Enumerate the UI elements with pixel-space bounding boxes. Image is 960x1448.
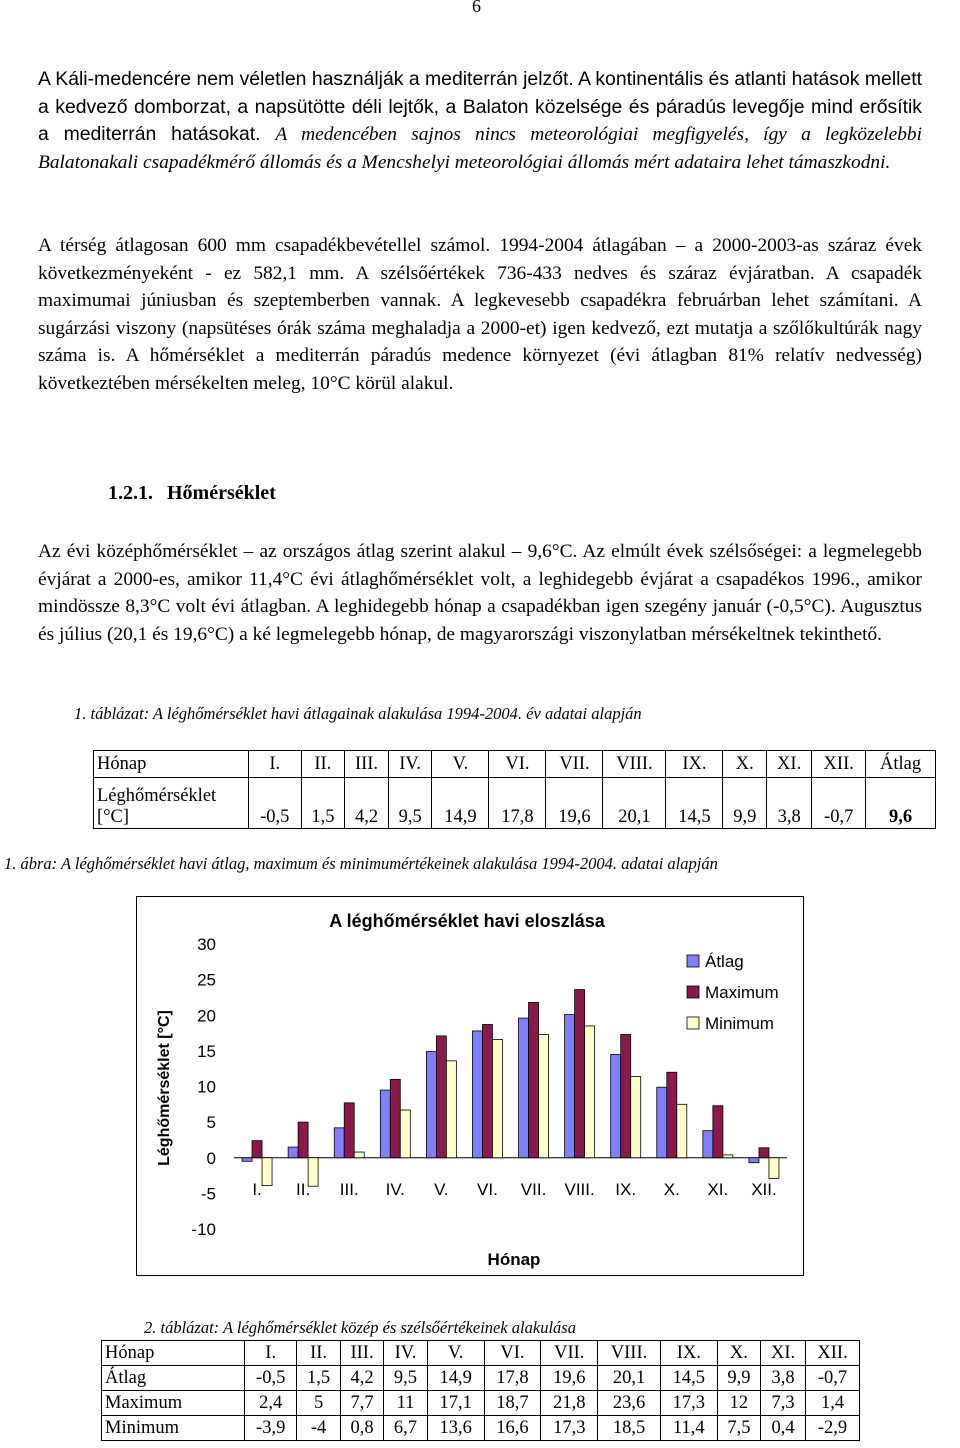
table2-header-cell: I. <box>245 1341 297 1366</box>
chart-bar-átlag <box>288 1147 298 1158</box>
table2-cell: 21,8 <box>541 1391 598 1416</box>
table2-cell: -0,5 <box>245 1366 297 1391</box>
table1-header-cell: XII. <box>812 751 866 778</box>
chart-x-tick-label: XI. <box>707 1179 729 1199</box>
table2-cell: -3,9 <box>245 1416 297 1441</box>
table2-header-cell: Hónap <box>102 1341 245 1366</box>
chart-bar-átlag <box>472 1031 482 1158</box>
chart-bar-maximum <box>575 990 585 1158</box>
table2-row-average <box>102 1366 860 1391</box>
chart-x-tick-label: VIII. <box>564 1179 595 1199</box>
chart-bar-átlag <box>519 1018 529 1158</box>
table2-cell: 23,6 <box>598 1391 661 1416</box>
table2-header-cell: XI. <box>761 1341 806 1366</box>
table2-cell: 14,9 <box>427 1366 484 1391</box>
table2-cell: 14,5 <box>660 1366 717 1391</box>
monthly-temperature-table <box>93 750 936 829</box>
chart-bar-átlag <box>703 1131 713 1158</box>
chart-y-tick-label: 0 <box>206 1148 216 1168</box>
table1-value-cell: 17,8 <box>489 778 546 829</box>
temperature-chart-svg <box>137 897 803 1275</box>
table2-cell: 5 <box>297 1391 340 1416</box>
table2-cell: 18,5 <box>598 1416 661 1441</box>
table2-header-cell: VII. <box>541 1341 598 1366</box>
table2-cell: 7,3 <box>761 1391 806 1416</box>
table1-value-cell: 9,5 <box>388 778 432 829</box>
table1-value-cell: 19,6 <box>546 778 603 829</box>
chart-bar-átlag <box>334 1128 344 1158</box>
chart-bar-minimum <box>539 1034 549 1157</box>
table2-cell: 18,7 <box>484 1391 541 1416</box>
table2-cell: -0,7 <box>806 1366 860 1391</box>
table1-value-cell: 4,2 <box>345 778 389 829</box>
table1-header-cell: X. <box>723 751 767 778</box>
table2-cell: 16,6 <box>484 1416 541 1441</box>
table2-row-label: Átlag <box>102 1366 245 1391</box>
table2-cell: 4,2 <box>340 1366 383 1391</box>
table1-header-cell: VI. <box>489 751 546 778</box>
table1-header-cell: IX. <box>666 751 723 778</box>
chart-x-tick-label: X. <box>663 1179 680 1199</box>
chart-bar-maximum <box>344 1103 354 1158</box>
table2-row-label: Maximum <box>102 1391 245 1416</box>
chart-bar-maximum <box>482 1025 492 1158</box>
table1-header-cell: II. <box>301 751 345 778</box>
table2-cell: 17,1 <box>427 1391 484 1416</box>
table1-header-row <box>94 751 936 778</box>
page-number: 6 <box>472 0 481 16</box>
table2-cell: 11 <box>384 1391 427 1416</box>
chart-title: A léghőmérséklet havi eloszlása <box>329 911 605 931</box>
chart-bar-átlag <box>380 1090 390 1158</box>
table2-cell: 17,3 <box>541 1416 598 1441</box>
table2-cell: -4 <box>297 1416 340 1441</box>
chart-bar-maximum <box>436 1036 446 1158</box>
chart-x-tick-label: XII. <box>751 1179 777 1199</box>
chart-bar-átlag <box>426 1052 436 1158</box>
chart-bar-minimum <box>446 1061 456 1158</box>
legend-label: Minimum <box>705 1014 774 1033</box>
intro-normal-text: A Káli-medencére nem véletlen használják a mediterrán jelzőt. A kontinentális és atlanti hatások mellett a kedvező domborzat, a napsütötte déli lejtők, a Balaton közelsége és páradús levegője mind erősítik a mediterrán hatásokat. <box>38 68 922 146</box>
table1-average-cell: 9,6 <box>866 778 936 829</box>
table2-cell: 6,7 <box>384 1416 427 1441</box>
table1-row-label-line2: [°C] <box>97 807 130 827</box>
chart-y-tick-label: 10 <box>197 1077 216 1097</box>
chart-bar-maximum <box>713 1106 723 1158</box>
legend-swatch-minimum <box>687 1017 699 1029</box>
chart-y-tick-label: 15 <box>197 1041 216 1061</box>
legend-label: Átlag <box>705 952 744 971</box>
chart-x-tick-label: VI. <box>477 1179 498 1199</box>
table2-cell: 17,3 <box>660 1391 717 1416</box>
table2-row-minimum <box>102 1416 860 1441</box>
table1-value-cell: -0,5 <box>249 778 302 829</box>
table2-header-cell: XII. <box>806 1341 860 1366</box>
table1-header-cell: IV. <box>388 751 432 778</box>
temperature-extremes-table <box>101 1340 860 1441</box>
chart-y-tick-label: -5 <box>200 1184 216 1204</box>
table2-cell: 9,9 <box>717 1366 760 1391</box>
chart-bar-maximum <box>252 1141 262 1158</box>
figure1-caption: 1. ábra: A léghőmérséklet havi átlag, maximum és minimumértékeinek alakulása 1994-2004. adatai alapján <box>4 854 718 873</box>
chart-x-tick-label: IX. <box>615 1179 637 1199</box>
chart-bar-átlag <box>749 1158 759 1163</box>
table2-cell: 3,8 <box>761 1366 806 1391</box>
table1-caption: 1. táblázat: A léghőmérséklet havi átlagainak alakulása 1994-2004. év adatai alapján <box>74 704 642 723</box>
table2-cell: 7,5 <box>717 1416 760 1441</box>
table2-header-cell: IV. <box>384 1341 427 1366</box>
table2-row-label: Minimum <box>102 1416 245 1441</box>
table1-value-cell: 9,9 <box>723 778 767 829</box>
legend-swatch-maximum <box>687 986 699 998</box>
region-paragraph: A térség átlagosan 600 mm csapadékbevétellel számol. 1994-2004 átlagában – a 2000-2003-as száraz évek következményeként - ez 582,1 mm. A szélsőértékek 736-433 nedves és száraz évjáratban. A csapadék maximumai júniusban és szeptemberben vannak. A legkevesebb csapadékra februárban lehet számítani. A sugárzási viszony (napsütéses órák száma meghaladja a 2000-et) igen kedvező, ezt mutatja a szőlőkultúrák nagy száma is. A hőmérséklet a mediterrán páradús medence környezet (évi átlagban 81% relatív nedvesség) következtében mérsékelten meleg, 10°C körül alakul. <box>38 235 922 394</box>
chart-bar-átlag <box>242 1158 252 1162</box>
chart-x-tick-label: V. <box>434 1179 449 1199</box>
table1-header-cell: I. <box>249 751 302 778</box>
table2-cell: 19,6 <box>541 1366 598 1391</box>
chart-x-tick-label: II. <box>296 1179 311 1199</box>
chart-x-tick-label: VII. <box>520 1179 547 1199</box>
chart-bar-minimum <box>492 1039 502 1157</box>
section-number: 1.2.1. <box>108 482 153 504</box>
table2-row-maximum <box>102 1391 860 1416</box>
temperature-paragraph: Az évi középhőmérséklet – az országos átlag szerint alakul – 9,6°C. Az elmúlt évek szélsőségei: a legmelegebb évjárat a 2000-es, amikor 11,4°C évi átlaghőmérséklet volt, a leghidegebb évjárat a csapadékos 1996., amikor mindössze 8,3°C volt évi átlagban. A leghidegebb hónap a csapadékban igen szegény január (-0,5°C). Augusztus és július (20,1 és 19,6°C) a ké legmelegebb hónap, de magyarországi viszonylatban mérsékeltnek tekinthető. <box>38 541 922 645</box>
table2-header-cell: III. <box>340 1341 383 1366</box>
table2-header-cell: IX. <box>660 1341 717 1366</box>
intro-italic-text: A medencében sajnos nincs meteorológiai megfigyelés, így a legközelebbi Balatonakali csapadékmérő állomás és a Mencshelyi meteorológiai állomás mért adataira lehet támaszkodni. <box>38 124 922 173</box>
legend-label: Maximum <box>705 983 779 1002</box>
chart-x-tick-label: I. <box>252 1179 262 1199</box>
table2-caption: 2. táblázat: A léghőmérséklet közép és szélsőértékeinek alakulása <box>144 1318 576 1337</box>
table2-cell: 0,8 <box>340 1416 383 1441</box>
chart-bar-minimum <box>400 1110 410 1158</box>
table2-cell: 12 <box>717 1391 760 1416</box>
table1-header-cell: VII. <box>546 751 603 778</box>
table1-header-cell: VIII. <box>603 751 666 778</box>
table2-cell: 11,4 <box>660 1416 717 1441</box>
temperature-chart <box>136 896 804 1276</box>
chart-y-tick-label: -10 <box>191 1220 216 1239</box>
table2-header-cell: VI. <box>484 1341 541 1366</box>
table1-value-cell: 3,8 <box>767 778 812 829</box>
chart-bar-átlag <box>611 1054 621 1157</box>
table2-cell: 9,5 <box>384 1366 427 1391</box>
table2-cell: 1,4 <box>806 1391 860 1416</box>
table1-row-label <box>94 778 249 829</box>
chart-y-axis-label: Léghőmérséklet [°C] <box>156 1010 173 1166</box>
table2-cell: 0,4 <box>761 1416 806 1441</box>
legend-swatch-átlag <box>687 955 699 967</box>
chart-y-tick-label: 20 <box>197 1006 216 1026</box>
table1-header-cell: V. <box>432 751 489 778</box>
section-title: Hőmérséklet <box>167 482 276 504</box>
chart-bar-minimum <box>262 1158 272 1186</box>
chart-y-tick-label: 5 <box>206 1113 216 1133</box>
table1-value-row <box>94 778 936 829</box>
chart-bar-maximum <box>667 1072 677 1158</box>
chart-bar-minimum <box>677 1104 687 1157</box>
table2-header-row <box>102 1341 860 1366</box>
chart-x-tick-label: III. <box>339 1179 359 1199</box>
chart-bar-maximum <box>390 1079 400 1157</box>
table1-header-cell: III. <box>345 751 389 778</box>
intro-paragraph <box>38 66 922 176</box>
chart-bar-minimum <box>769 1158 779 1179</box>
chart-x-axis-label: Hónap <box>487 1250 541 1269</box>
table2-cell: 1,5 <box>297 1366 340 1391</box>
chart-bar-átlag <box>657 1087 667 1158</box>
table1-row-label-line1: Léghőmérséklet <box>97 786 217 806</box>
table1-value-cell: 20,1 <box>603 778 666 829</box>
chart-bar-átlag <box>565 1015 575 1158</box>
table1-value-cell: 14,5 <box>666 778 723 829</box>
table2-cell: 13,6 <box>427 1416 484 1441</box>
table2-cell: 17,8 <box>484 1366 541 1391</box>
table2-header-cell: X. <box>717 1341 760 1366</box>
section-heading <box>108 482 276 505</box>
table2-cell: 2,4 <box>245 1391 297 1416</box>
table2-cell: 7,7 <box>340 1391 383 1416</box>
chart-bar-maximum <box>529 1002 539 1157</box>
chart-bar-minimum <box>723 1155 733 1158</box>
chart-x-tick-label: IV. <box>385 1179 405 1199</box>
table2-header-cell: V. <box>427 1341 484 1366</box>
chart-bar-maximum <box>298 1122 308 1158</box>
table1-value-cell: 1,5 <box>301 778 345 829</box>
table1-value-cell: 14,9 <box>432 778 489 829</box>
chart-bar-minimum <box>631 1077 641 1158</box>
table1-header-cell: Hónap <box>94 751 249 778</box>
table2-header-cell: II. <box>297 1341 340 1366</box>
table1-header-cell: Átlag <box>866 751 936 778</box>
chart-bar-minimum <box>585 1026 595 1158</box>
chart-bar-maximum <box>621 1034 631 1157</box>
chart-y-tick-label: 30 <box>197 935 216 954</box>
table2-header-cell: VIII. <box>598 1341 661 1366</box>
table1-value-cell: -0,7 <box>812 778 866 829</box>
chart-bar-minimum <box>354 1152 364 1158</box>
table2-cell: -2,9 <box>806 1416 860 1441</box>
table1-header-cell: XI. <box>767 751 812 778</box>
chart-y-tick-label: 25 <box>197 970 216 990</box>
chart-bar-maximum <box>759 1148 769 1158</box>
table2-cell: 20,1 <box>598 1366 661 1391</box>
